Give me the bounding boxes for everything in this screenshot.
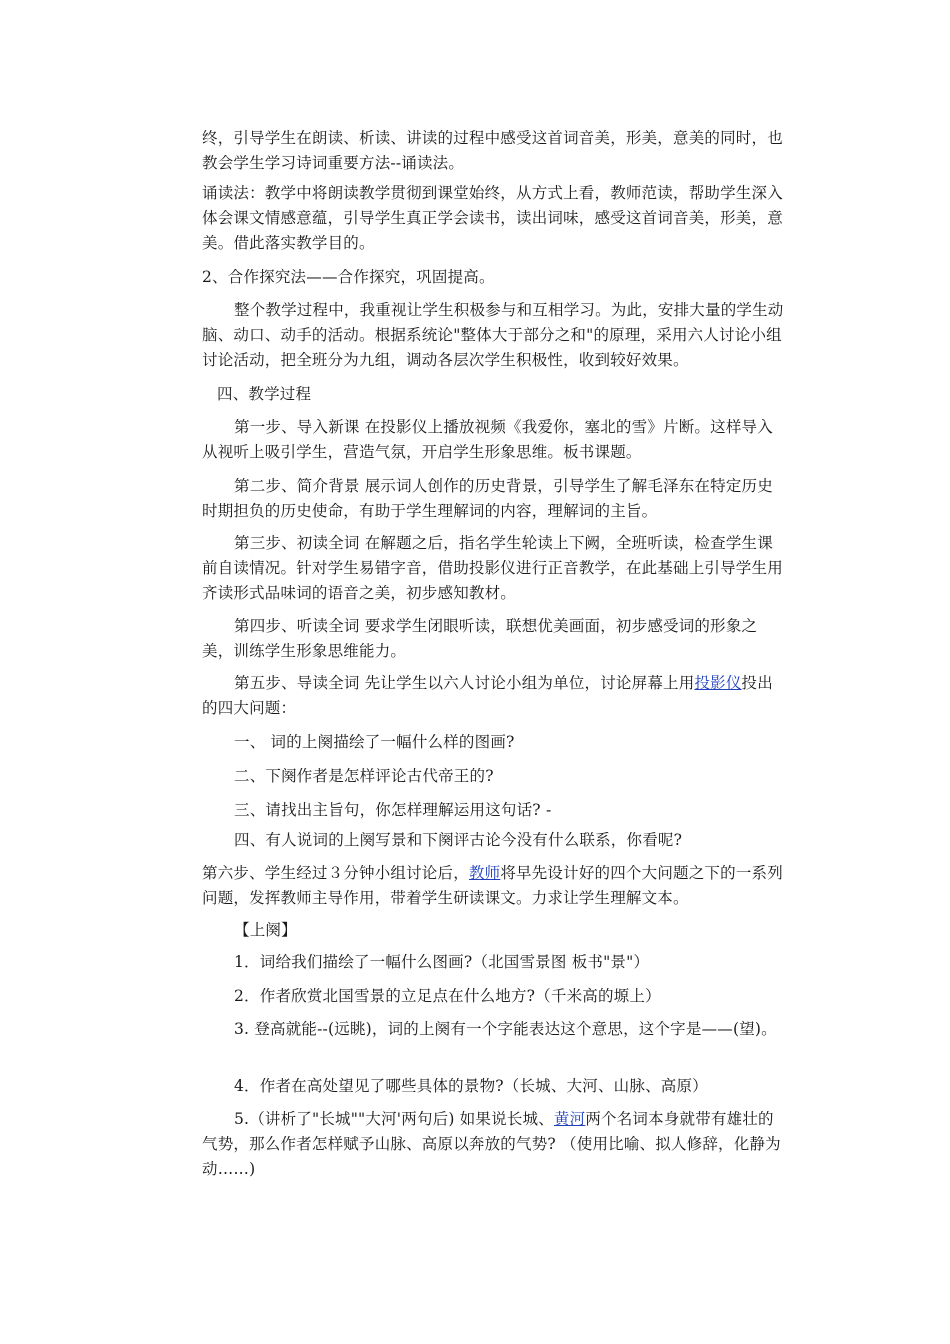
- question-2: 二、下阕作者是怎样评论古代帝王的?: [234, 767, 494, 785]
- step-6-text-end: 将早先设计好的四个大问题之下的一系列问题，发挥教师主导作用，带着学生研读课文。力求让学生理解文本。: [202, 864, 783, 907]
- paragraph-continuation: 终，引导学生在朗读、析读、讲读的过程中感受这首词音美，形美，意美的同时，也教会学生学习诗词重要方法--诵读法。: [202, 129, 783, 172]
- heading-cooperative-method: 2、合作探究法——合作探究，巩固提高。: [202, 268, 495, 286]
- step-5-text-end: 投出的四大问题：: [202, 674, 773, 717]
- item-3: 3. 登高就能--(远眺)，词的上阕有一个字能表达这个意思，这个字是——(望)。: [234, 1020, 777, 1038]
- paragraph-step-5: [202, 671, 786, 721]
- section-heading-teaching-process: 四、教学过程: [217, 385, 312, 403]
- item-5-text-start: 5.（讲析了"长城""大河'两句后) 如果说长城、: [234, 1110, 554, 1128]
- question-3: 三、请找出主旨句，你怎样理解运用这句话? -: [234, 801, 552, 819]
- step-6-text-start: 第六步、学生经过３分钟小组讨论后，: [202, 864, 469, 882]
- paragraph-step-2: 第二步、简介背景 展示词人创作的历史背景，引导学生了解毛泽东在特定历史时期担负的历史使命，有助于学生理解词的内容，理解词的主旨。: [202, 477, 773, 520]
- item-4: 4．作者在高处望见了哪些具体的景物?（长城、大河、山脉、高原）: [234, 1077, 708, 1095]
- step-5-text-start: 第五步、导读全词 先让学生以六人讨论小组为单位，讨论屏幕上用: [234, 674, 695, 692]
- item-2: 2．作者欣赏北国雪景的立足点在什么地方?（千米高的塬上）: [234, 987, 661, 1005]
- teacher-link[interactable]: 教师: [468, 864, 501, 882]
- paragraph-cooperative-detail: 整个教学过程中，我重视让学生积极参与和互相学习。为此，安排大量的学生动脑、动口、动手的活动。根据系统论"整体大于部分之和"的原理，采用六人讨论小组讨论活动，把全班分为九组，调动各层次学生积极性，收到较好效果。: [202, 301, 784, 369]
- item-5: [202, 1107, 786, 1182]
- subheading-upper-stanza: 【上阕】: [234, 921, 297, 939]
- yellow-river-link[interactable]: 黄河: [553, 1110, 586, 1128]
- paragraph-step-4: 第四步、听读全词 要求学生闭眼听读，联想优美画面，初步感受词的形象之美，训练学生形象思维能力。: [202, 617, 758, 660]
- item-1: 1．词给我们描绘了一幅什么图画?（北国雪景图 板书"景"）: [234, 953, 650, 971]
- paragraph-step-3: 第三步、初读全词 在解题之后，指名学生轮读上下阙，全班听读，检查学生课前自读情况。针对学生易错字音，借助投影仪进行正音教学，在此基础上引导学生用齐读形式品味词的语音之美，初步感知教材。: [202, 534, 783, 602]
- paragraph-step-6: [202, 861, 786, 911]
- question-1: 一、 词的上阕描绘了一幅什么样的图画?: [234, 733, 515, 751]
- question-4: 四、有人说词的上阕写景和下阕评古论今没有什么联系，你看呢?: [234, 831, 683, 849]
- item-5-text-end: 两个名词本身就带有雄壮的气势，那么作者怎样赋予山脉、高原以奔放的气势? （使用比喻、拟人修辞，化静为动……): [202, 1110, 781, 1178]
- projector-link[interactable]: 投影仪: [694, 674, 742, 692]
- paragraph-step-1: 第一步、导入新课 在投影仪上播放视频《我爱你，塞北的雪》片断。这样导入从视听上吸引学生，营造气氛，开启学生形象思维。板书课题。: [202, 418, 773, 461]
- paragraph-recitation-method: 诵读法：教学中将朗读教学贯彻到课堂始终，从方式上看，教师范读，帮助学生深入体会课文情感意蕴，引导学生真正学会读书，读出词味，感受这首词音美，形美，意美。借此落实教学目的。: [202, 184, 783, 252]
